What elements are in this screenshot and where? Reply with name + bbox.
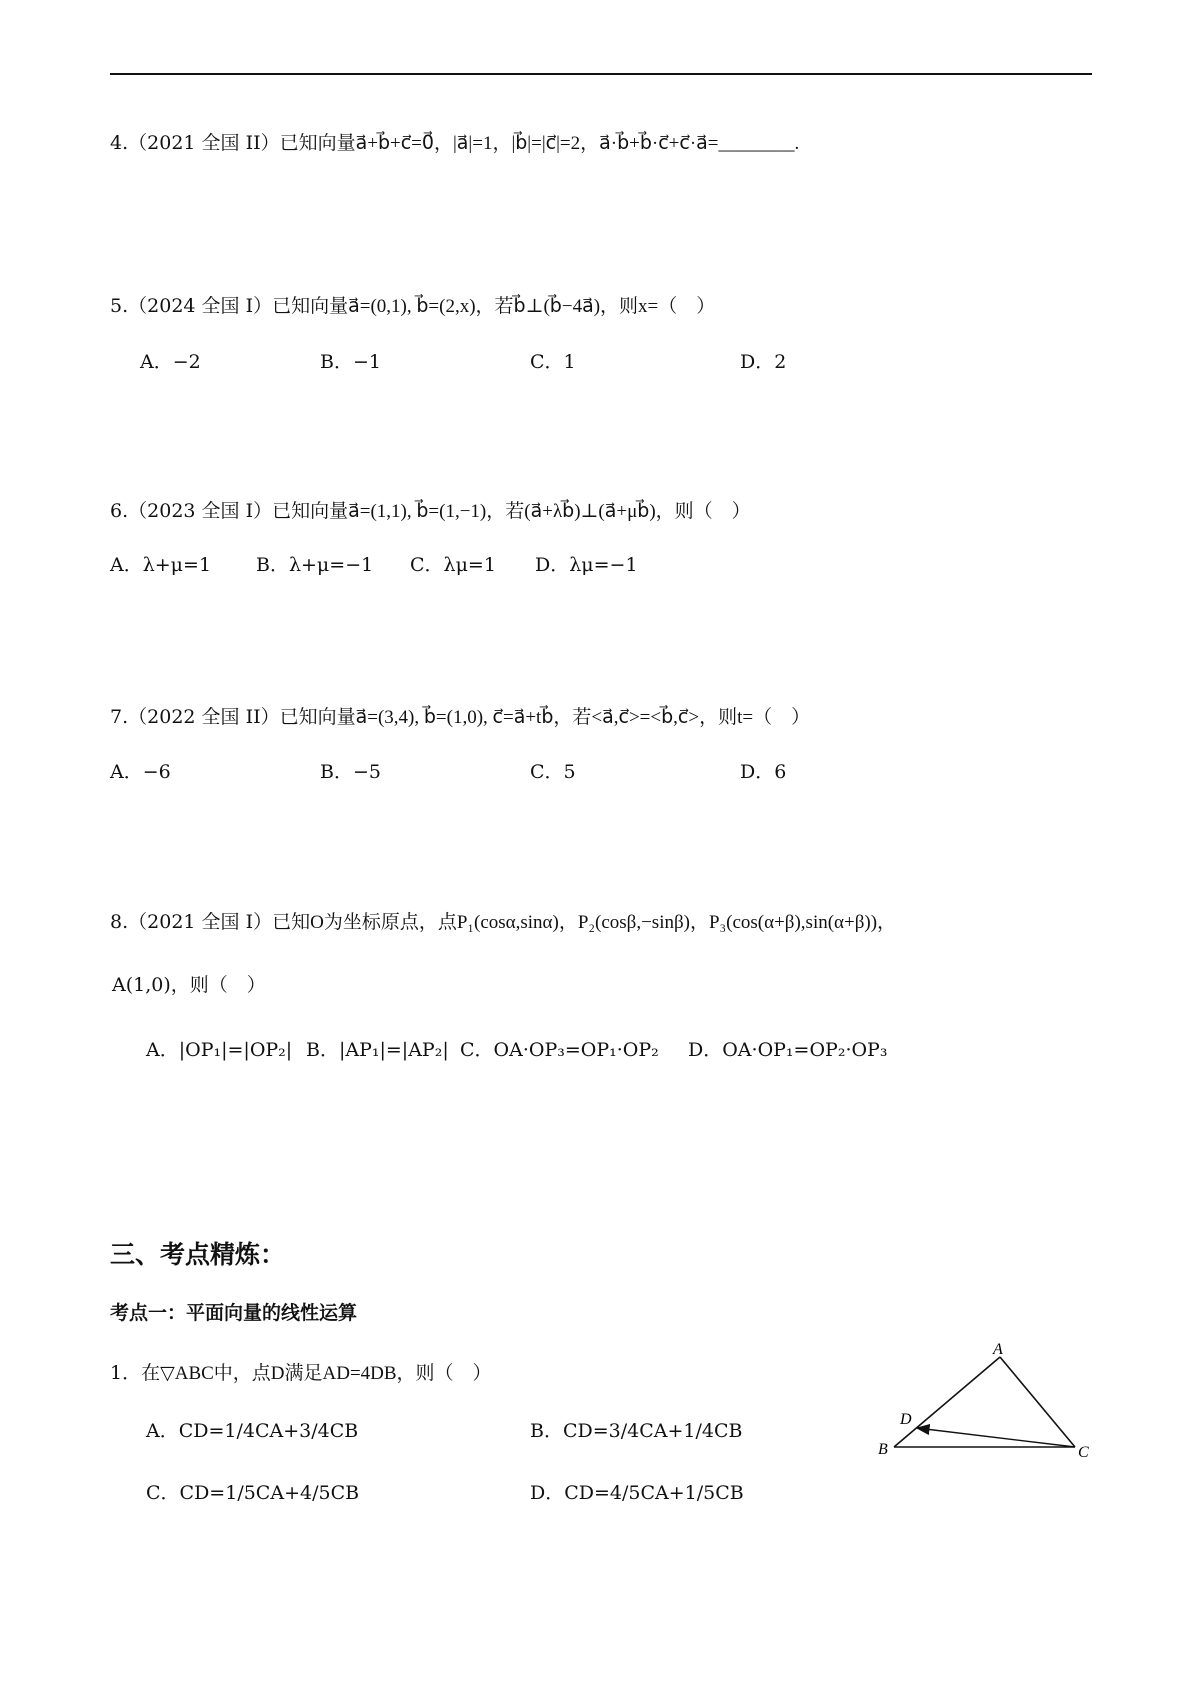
question-source: （2022 全国 II） <box>128 706 280 728</box>
question-stem: 已知向量a⃗=(1,1), b⃗=(1,−1)，若(a⃗+λb⃗)⊥(a⃗+μb⃗)，则（ ） <box>272 501 751 522</box>
question-source: （2021 全国 I） <box>128 911 273 933</box>
option-b[interactable]: B．−5 <box>320 761 381 783</box>
question-stem: 已知O为坐标原点，点P₁(cosα,sinα)，P₂(cosβ,−sinβ)，P₃(cos(α+β),sin(α+β))， <box>272 912 897 933</box>
option-d[interactable]: D．OA·OP₁=OP₂·OP₃ <box>688 1039 888 1061</box>
question-number: 8 <box>110 911 123 933</box>
section-subtitle: 考点一：平面向量的线性运算 <box>110 1302 358 1324</box>
option-c[interactable]: C．OA·OP₃=OP₁·OP₂ <box>460 1039 659 1061</box>
question-source: （2021 全国 II） <box>128 132 280 154</box>
option-c[interactable]: C．λμ=1 <box>410 554 496 576</box>
option-c[interactable]: C．CD=1/5CA+4/5CB <box>146 1482 360 1504</box>
vertex-label-a: A <box>993 1341 1003 1358</box>
vector-cd-arrow <box>917 1428 1075 1447</box>
question-8: 8.（2021 全国 I）已知O为坐标原点，点P₁(cosα,sinα)，P₂(cosβ,−sinβ)，P₃(cos(α+β),sin(α+β))， <box>110 911 897 933</box>
question-5: 5.（2024 全国 I）已知向量a⃗=(0,1), b⃗=(2,x)，若b⃗⊥(b⃗−4a⃗)，则x=（ ） <box>110 295 716 317</box>
header-rule <box>110 73 1092 75</box>
option-b[interactable]: B．CD=3/4CA+1/4CB <box>530 1420 743 1442</box>
question-stem: 已知向量a⃗=(3,4), b⃗=(1,0), c⃗=a⃗+tb⃗，若<a⃗,c⃗>=<b⃗,c⃗>，则t=（ ） <box>279 707 811 728</box>
question-source: （2023 全国 I） <box>128 500 273 522</box>
question-6: 6.（2023 全国 I）已知向量a⃗=(1,1), b⃗=(1,−1)，若(a⃗+λb⃗)⊥(a⃗+μb⃗)，则（ ） <box>110 500 751 522</box>
question-8-continuation: A(1,0)，则（ ） <box>112 974 266 996</box>
option-a[interactable]: A．|OP₁|=|OP₂| <box>146 1039 293 1061</box>
side-ac <box>1000 1357 1075 1447</box>
option-b[interactable]: B．|AP₁|=|AP₂| <box>306 1039 449 1061</box>
point-label-d: D <box>900 1411 912 1428</box>
vertex-label-b: B <box>878 1441 888 1458</box>
option-b[interactable]: B．λ+μ=−1 <box>256 554 374 576</box>
option-c[interactable]: C．5 <box>530 761 576 783</box>
side-ab <box>894 1357 1000 1447</box>
vertex-label-c: C <box>1078 1444 1089 1461</box>
practice-question-1: 1．在▽ABC中，点D满足AD=4DB，则（ ） <box>110 1362 492 1384</box>
option-d[interactable]: D．2 <box>740 351 787 373</box>
option-d[interactable]: D．CD=4/5CA+1/5CB <box>530 1482 744 1504</box>
option-a[interactable]: A．−6 <box>110 761 171 783</box>
option-a[interactable]: A．CD=1/4CA+3/4CB <box>146 1420 359 1442</box>
option-a[interactable]: A．−2 <box>140 351 201 373</box>
question-number: 5 <box>110 295 123 317</box>
question-source: （2024 全国 I） <box>128 295 273 317</box>
option-d[interactable]: D．λμ=−1 <box>535 554 638 576</box>
question-number: 6 <box>110 500 123 522</box>
question-number: 4 <box>110 132 123 154</box>
question-number: 7 <box>110 706 123 728</box>
option-b[interactable]: B．−1 <box>320 351 381 373</box>
question-4: 4.（2021 全国 II）已知向量a⃗+b⃗+c⃗=0⃗，|a⃗|=1，|b⃗|=|c⃗|=2，a⃗·b⃗+b⃗·c⃗+c⃗·a⃗=________. <box>110 132 800 154</box>
question-stem: 已知向量a⃗=(0,1), b⃗=(2,x)，若b⃗⊥(b⃗−4a⃗)，则x=（ ） <box>272 296 716 317</box>
question-stem: 已知向量a⃗+b⃗+c⃗=0⃗，|a⃗|=1，|b⃗|=|c⃗|=2，a⃗·b⃗+b⃗·c⃗+c⃗·a⃗=________. <box>279 133 800 154</box>
triangle-figure <box>870 1340 1100 1480</box>
option-d[interactable]: D．6 <box>740 761 787 783</box>
option-c[interactable]: C．1 <box>530 351 576 373</box>
question-number: 1 <box>110 1362 123 1384</box>
question-7: 7.（2022 全国 II）已知向量a⃗=(3,4), b⃗=(1,0), c⃗=a⃗+tb⃗，若<a⃗,c⃗>=<b⃗,c⃗>，则t=（ ） <box>110 706 811 728</box>
question-stem: 在▽ABC中，点D满足AD=4DB，则（ ） <box>141 1363 492 1384</box>
section-title: 三、考点精炼： <box>110 1240 286 1269</box>
option-a[interactable]: A．λ+μ=1 <box>110 554 212 576</box>
